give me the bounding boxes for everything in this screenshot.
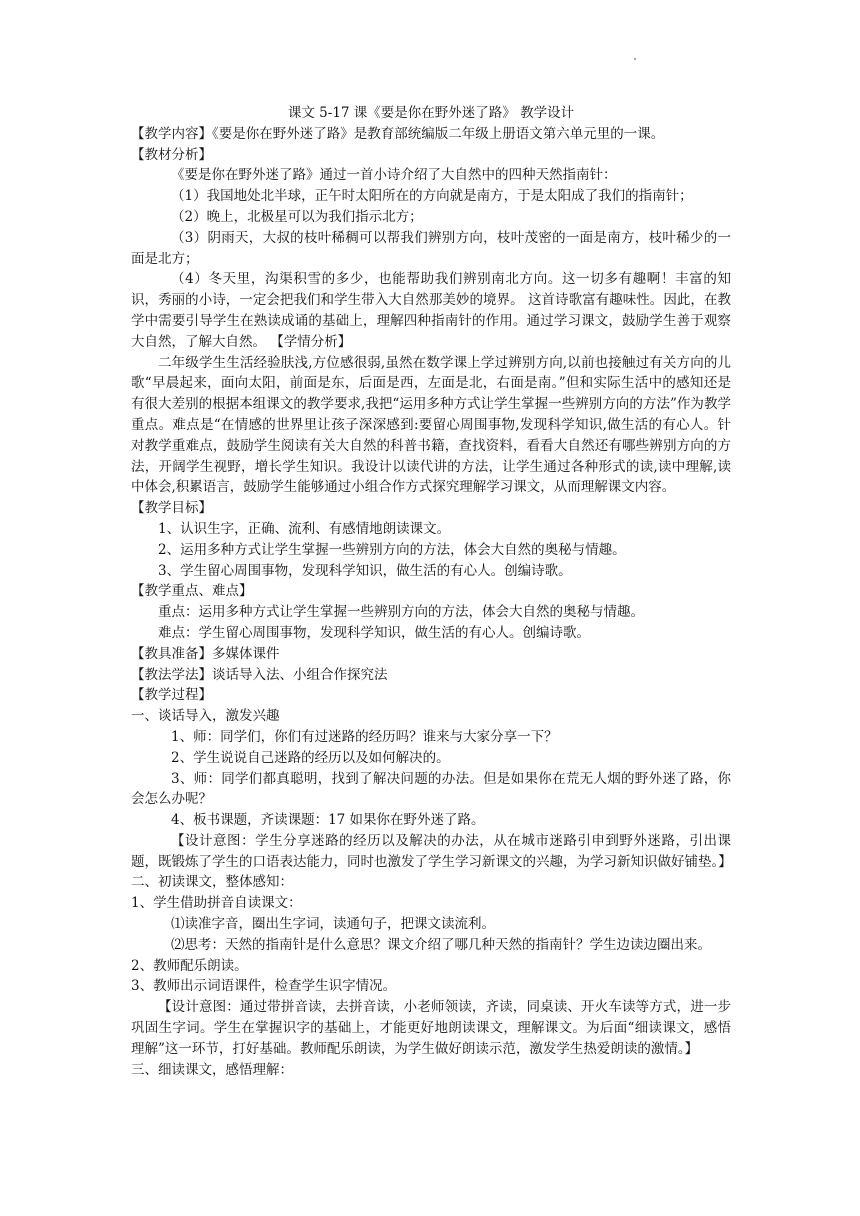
design-intent: 【设计意图：学生分享迷路的经历以及解决的办法，从在城市迷路引申到野外迷路，引出课题，既锻炼了学生的口语表达能力，同时也激发了学生学习新课文的兴趣，为学习新知识做好铺垫。】 xyxy=(131,832,732,870)
list-item: 2、教师配乐朗读。 xyxy=(131,957,248,974)
teaching-aids: 【教具准备】多媒体课件 xyxy=(131,645,280,662)
list-item: ⑴读准字音，圈出生字词，读通句子，把课文读流利。 xyxy=(171,916,495,933)
paragraph: 《要是你在野外迷了路》通过一首小诗介绍了大自然中的四种天然指南针： xyxy=(171,167,617,184)
list-item: 3、师：同学们都真聪明，找到了解决问题的办法。但是如果你在荒无人烟的野外迷了路，你会怎么办呢？ xyxy=(131,770,731,808)
teaching-methods: 【教法学法】谈话导入法、小组合作探究法 xyxy=(131,666,388,683)
design-intent: 【设计意图：通过带拼音读，去拼音读，小老师领读，齐读，同桌读、开火车读等方式，进一步巩固生字词。学生在掌握识字的基础上，才能更好地朗读课文，理解课文。为后面“细读课文，感悟理解”这一环节，打好基础。教师配乐朗读，为学生做好朗读示范，激发学生热爱朗读的激情。】 xyxy=(131,999,731,1057)
list-item: 2、学生说说自己迷路的经历以及如何解决的。 xyxy=(171,749,450,766)
list-item: ⑵思考：天然的指南针是什么意思？课文介绍了哪几种天然的指南针？学生边读边圈出来。 xyxy=(171,936,711,953)
step-heading: 二、初读课文，整体感知： xyxy=(131,874,293,891)
document-title: 课文 5-17 课《要是你在野外迷了路》 教学设计 xyxy=(287,105,575,121)
list-item: （1）我国地处北半球，正午时太阳所在的方向就是南方，于是太阳成了我们的指南针； xyxy=(171,188,693,205)
step-heading: 一、谈话导入，激发兴趣 xyxy=(131,708,280,725)
list-item: （3）阴雨天，大叔的枝叶稀稠可以帮我们辨别方向，枝叶茂密的一面是南方，枝叶稀少的一面是北方； xyxy=(131,229,731,267)
list-item: （4）冬天里，沟渠积雪的多少，也能帮助我们辨别南北方向。这一切多有趣啊！丰富的知识，秀丽的小诗，一定会把我们和学生带入大自然那美妙的境界。 这首诗歌富有趣味性。因此，在教学中需要引导学生在熟读成诵的基础上，理解四种指南针的作用。通过学习课文，鼓励学生善于观察大自然，了解大自然。 【学情分析】 xyxy=(131,271,731,350)
teaching-content: 【教学内容】《要是你在野外迷了路》是教育部统编版二年级上册语文第六单元里的一课。 xyxy=(131,125,665,142)
list-item: 3、学生留心周围事物，发现科学知识，做生活的有心人。创编诗歌。 xyxy=(158,562,572,579)
list-item: （2）晚上，北极星可以为我们指示北方； xyxy=(171,208,423,225)
key-point: 重点：运用多种方式让学生掌握一些辨别方向的方法，体会大自然的奥秘与情趣。 xyxy=(158,604,644,621)
list-item: 1、学生借助拼音自读课文： xyxy=(131,895,302,912)
list-item: 2、运用多种方式让学生掌握一些辨别方向的方法，体会大自然的奥秘与情趣。 xyxy=(158,541,626,558)
list-item: 1、师：同学们，你们有过迷路的经历吗？谁来与大家分享一下？ xyxy=(171,728,558,745)
section-heading-material-analysis: 【教材分析】 xyxy=(131,146,212,163)
section-heading-process: 【教学过程】 xyxy=(131,687,212,704)
list-item: 1、认识生字，正确、流利、有感情地朗读课文。 xyxy=(158,520,451,537)
list-item: 3、教师出示词语课件，检查学生识字情况。 xyxy=(131,978,397,995)
section-heading-goals: 【教学目标】 xyxy=(131,500,212,517)
step-heading: 三、细读课文，感悟理解： xyxy=(131,1061,293,1078)
difficult-point: 难点：学生留心周围事物，发现科学知识，做生活的有心人。创编诗歌。 xyxy=(158,624,590,641)
scan-dot xyxy=(634,58,636,60)
section-heading-key-points: 【教学重点、难点】 xyxy=(131,583,253,600)
list-item: 4、板书课题，齐读课题：17 如果你在野外迷了路。 xyxy=(171,812,485,829)
document-body xyxy=(131,103,731,1080)
paragraph-student-analysis: 二年级学生生活经验肤浅,方位感很弱,虽然在数学课上学过辨别方向,以前也接触过有关方向的儿歌“早晨起来，面向太阳，前面是东，后面是西，左面是北，右面是南。”但和实际生活中的感知还是有很大差别的根据本组课文的教学要求,我把“运用多种方式让学生掌握一些辨别方向的方法”作为教学重点。难点是“在情感的世界里让孩子深深感到:要留心周围事物,发现科学知识,做生活的有心人。针对教学重难点，鼓励学生阅读有关大自然的科普书籍，查找资料，看看大自然还有哪些辨别方向的方法，开阔学生视野，增长学生知识。我设计以读代讲的方法，让学生通过各种形式的读,读中理解,读中体会,积累语言，鼓励学生能够通过小组合作方式探究理解学习课文，从而理解课文内容。 xyxy=(131,354,731,496)
